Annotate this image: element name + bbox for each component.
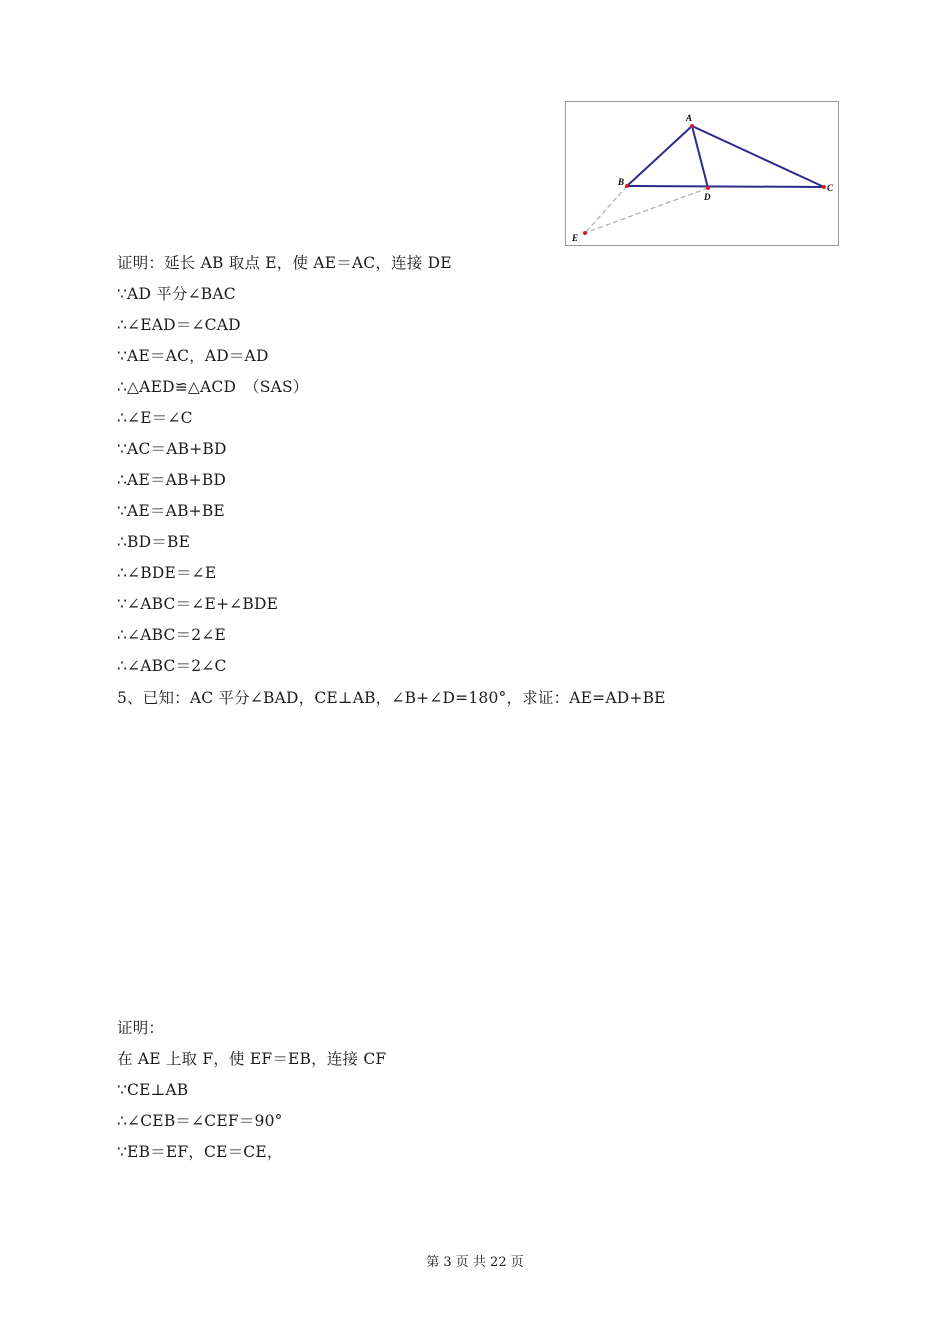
label-A: A [686, 113, 693, 123]
triangle-diagram [566, 102, 838, 245]
proof-line: ∵AE＝AC，AD＝AD [117, 347, 269, 365]
proof-line: ∴∠ABC＝2∠C [117, 657, 227, 675]
proof-line: ∴∠ABC＝2∠E [117, 626, 227, 644]
proof-line: ∴∠CEB＝∠CEF＝90° [117, 1112, 283, 1130]
proof-line: 在 AE 上取 F，使 EF＝EB，连接 CF [117, 1050, 387, 1068]
page-footer: 第 3 页 共 22 页 [426, 1255, 524, 1270]
proof-line: 证明： [117, 1019, 165, 1037]
proof-line: ∴∠E＝∠C [117, 409, 193, 427]
segment-DE [585, 188, 708, 233]
point-D [706, 186, 710, 190]
proof-line: ∵AC＝AB+BD [117, 440, 227, 458]
proof-line: ∵AE＝AB+BE [117, 502, 225, 520]
proof-line: ∵∠ABC＝∠E+∠BDE [117, 595, 279, 613]
label-B: B [618, 177, 625, 187]
segment-AB [627, 126, 692, 186]
segment-AC [692, 126, 824, 187]
proof-line: ∴AE＝AB+BD [117, 471, 227, 489]
proof-line: ∴∠BDE＝∠E [117, 564, 217, 582]
label-C: C [827, 183, 834, 193]
point-C [822, 185, 826, 189]
point-B [625, 184, 629, 188]
proof-line: ∵AD 平分∠BAC [117, 285, 236, 303]
proof-line: ∵CE⊥AB [117, 1081, 189, 1099]
proof-line: 证明：延长 AB 取点 E，使 AE＝AC，连接 DE [117, 254, 452, 272]
point-E [583, 231, 587, 235]
segment-BC [627, 186, 824, 187]
label-E: E [572, 233, 579, 243]
proof-line: ∴BD＝BE [117, 533, 191, 551]
proof-line: ∴∠EAD＝∠CAD [117, 316, 241, 334]
problem-5-statement: 5、已知：AC 平分∠BAD，CE⊥AB，∠B+∠D=180°，求证：AE=AD+BE [117, 689, 666, 707]
proof-line: ∵EB＝EF，CE＝CE， [117, 1143, 283, 1161]
segment-AD [692, 126, 708, 188]
label-D: D [704, 192, 711, 202]
point-A [690, 124, 694, 128]
triangle-figure [565, 101, 839, 246]
proof-line: ∴△AED≌△ACD （SAS） [117, 378, 309, 396]
